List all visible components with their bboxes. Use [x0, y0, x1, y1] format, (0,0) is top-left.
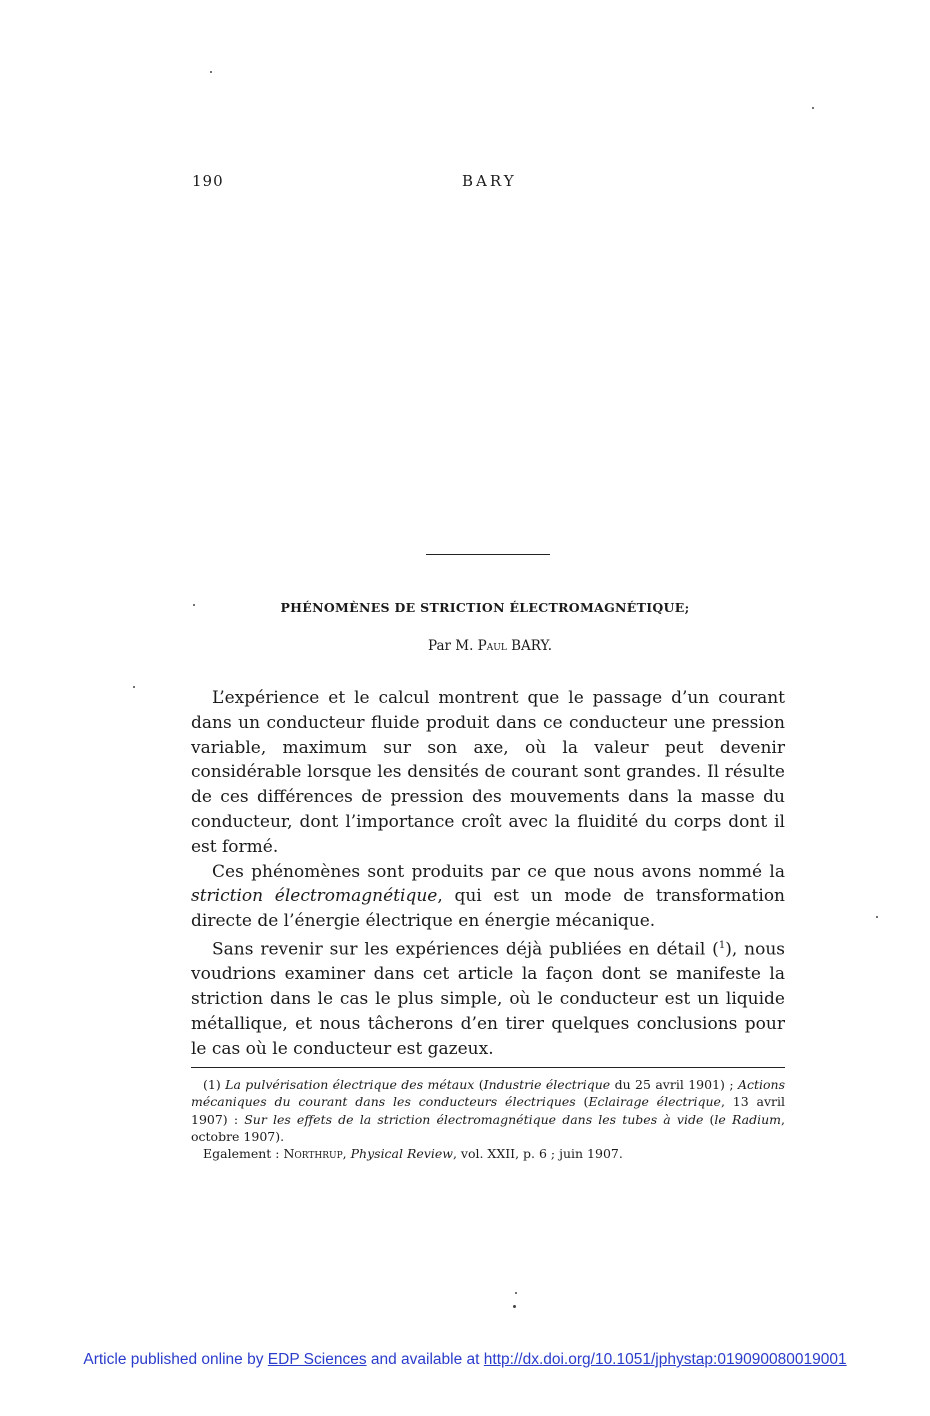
- body-text: [191, 686, 785, 1062]
- footnote-1-part: Sur les effets de la striction électromagnétique dans les tubes à vide: [244, 1111, 704, 1127]
- article-title: PHÉNOMÈNES DE STRICTION ÉLECTROMAGNÉTIQUE;: [280, 600, 690, 615]
- byline-prefix: Par M.: [427, 638, 474, 654]
- scan-speck: [876, 916, 878, 918]
- paragraph-2-text-a: Ces phénomènes sont produits par ce que nous avons nommé la: [212, 861, 785, 882]
- scan-speck: [133, 686, 135, 688]
- byline-author: Paul BARY.: [477, 638, 552, 654]
- footnote-1-part: Industrie électrique: [483, 1077, 611, 1092]
- paragraph-3: [191, 934, 785, 1062]
- paragraph-3-text-b: ), nous voudrions examiner dans cet article la façon dont se manifeste la striction dans le cas le plus simple, où le conducteur est un liquide métallique, et nous tâcherons d’en tirer quelques conclusions pour le cas où le conducteur est gazeux.: [191, 939, 786, 1059]
- scan-speck: [515, 1292, 517, 1294]
- footnote-1-part: (: [474, 1077, 484, 1092]
- paragraph-2: [191, 860, 785, 934]
- paragraph-2-emphasis: striction électromagnétique: [191, 886, 438, 907]
- footnote-marker: (1): [203, 1077, 221, 1092]
- footnote-1-part: Actions mécaniques du courant dans les conducteurs électriques: [191, 1077, 785, 1110]
- title-rule: [426, 554, 550, 555]
- paragraph-3-text-a: Sans revenir sur les expériences déjà publiées en détail (: [212, 939, 719, 960]
- scan-speck: [193, 604, 195, 606]
- footnote-2-part: , vol. XXII, p. 6 ; juin 1907.: [452, 1146, 623, 1162]
- paragraph-2-text-b: , qui est un mode de transformation directe de l’énergie électrique en énergie mécanique.: [191, 886, 785, 932]
- footnote-rule: [191, 1067, 785, 1068]
- byline: [0, 638, 930, 654]
- scan-speck: [513, 1305, 516, 1308]
- footnote-reference[interactable]: 1: [718, 939, 726, 951]
- scan-speck: [812, 107, 814, 109]
- footer-middle: and available at: [370, 1351, 480, 1368]
- footnote-2-part: Egalement :: [203, 1146, 284, 1162]
- footnote-1-part: (: [575, 1094, 589, 1110]
- footnote-2-journal: Physical Review: [350, 1146, 453, 1162]
- footnote-1-part: , octobre 1907).: [191, 1111, 785, 1144]
- footnote-1-part: La pulvérisation électrique des métaux: [225, 1077, 475, 1092]
- scan-speck: [210, 71, 212, 73]
- footnote-1-part: (: [703, 1111, 715, 1127]
- footer-prefix: Article published online by: [83, 1351, 264, 1368]
- footnote-1-part: du 25 avril 1901) ;: [610, 1077, 738, 1092]
- footnote-1: [191, 1076, 785, 1145]
- page-number: 190: [192, 172, 224, 190]
- footnote-2: [191, 1145, 785, 1162]
- footnote-1-part: Eclairage électrique: [588, 1094, 721, 1110]
- publisher-link[interactable]: EDP Sciences: [267, 1351, 367, 1368]
- footnote-1-part: , 13 avril 1907) :: [191, 1094, 785, 1127]
- publication-footer: [0, 1351, 930, 1369]
- running-title: BARY: [462, 172, 517, 190]
- footnote-2-part: ,: [342, 1146, 351, 1162]
- footnote-2-author: Northrup: [283, 1146, 343, 1162]
- footnotes: [191, 1076, 785, 1162]
- footnote-1-part: le Radium: [714, 1111, 781, 1127]
- doi-link[interactable]: http://dx.doi.org/10.1051/jphystap:019090080019001: [483, 1351, 847, 1368]
- paragraph-1: L’expérience et le calcul montrent que le passage d’un courant dans un conducteur fluide produit dans ce conducteur une pression variable, maximum sur son axe, où la valeur peut devenir considérable lorsque les densités de courant sont grandes. Il résulte de ces différences de pression des mouvements dans la masse du conducteur, dont l’importance croît avec la fluidité du corps dont il est formé.: [191, 688, 785, 857]
